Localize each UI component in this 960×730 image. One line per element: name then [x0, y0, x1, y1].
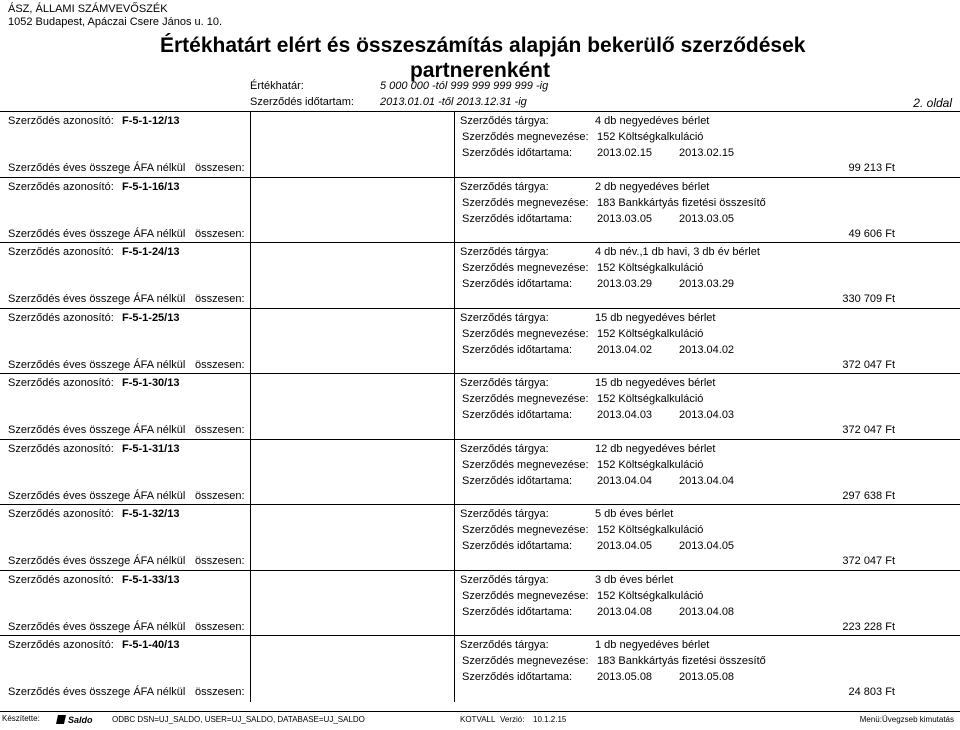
contract-id-label: Szerződés azonosító: — [8, 246, 114, 258]
duration-start: 2013.03.29 — [597, 278, 653, 290]
amount-box — [250, 178, 455, 244]
contract-id: F-5-1-33/13 — [122, 574, 180, 586]
annual-sum-amount: 372 047 Ft — [842, 555, 895, 567]
amount-box — [250, 374, 455, 440]
contract-id: F-5-1-16/13 — [122, 181, 180, 193]
contract-subject: 15 db negyedéves bérlet — [595, 377, 716, 389]
period-label: Szerződés időtartam: — [250, 96, 354, 108]
contract-name: 152 Költségkalkuláció — [597, 393, 704, 405]
name-label: Szerződés megnevezése: — [462, 393, 589, 405]
contract-record — [0, 374, 960, 440]
duration-start: 2013.05.08 — [597, 671, 653, 683]
subject-label: Szerződés tárgya: — [460, 508, 549, 520]
duration-end: 2013.02.15 — [679, 147, 735, 159]
app-name: KOTVALL — [460, 715, 496, 724]
report-title — [160, 33, 806, 83]
organization-name: ÁSZ, ÁLLAMI SZÁMVEVŐSZÉK — [8, 3, 168, 15]
duration-end: 2013.04.02 — [679, 344, 735, 356]
duration-label: Szerződés időtartama: — [462, 671, 573, 683]
name-label: Szerződés megnevezése: — [462, 328, 589, 340]
contract-record — [0, 505, 960, 571]
version-number: 10.1.2.15 — [533, 715, 567, 724]
amount-box — [250, 243, 455, 309]
annual-sum-suffix: összesen: — [195, 686, 245, 698]
annual-sum-label: Szerződés éves összege ÁFA nélkül — [8, 293, 186, 305]
contract-name: 152 Költségkalkuláció — [597, 590, 704, 602]
amount-box — [250, 571, 455, 637]
duration-start: 2013.04.05 — [597, 540, 653, 552]
contract-name: 152 Költségkalkuláció — [597, 131, 704, 143]
contract-subject: 5 db éves bérlet — [595, 508, 674, 520]
contract-subject: 1 db negyedéves bérlet — [595, 639, 710, 651]
duration-label: Szerződés időtartama: — [462, 344, 573, 356]
annual-sum-label: Szerződés éves összege ÁFA nélkül — [8, 490, 186, 502]
contract-id: F-5-1-12/13 — [122, 115, 180, 127]
version-label: Verzió: — [500, 715, 525, 724]
annual-sum-amount: 223 228 Ft — [842, 621, 895, 633]
contract-id-label: Szerződés azonosító: — [8, 181, 114, 193]
contract-subject: 4 db név.,1 db havi, 3 db év bérlet — [595, 246, 760, 258]
name-label: Szerződés megnevezése: — [462, 131, 589, 143]
contract-name: 183 Bankkártyás fizetési összesítő — [597, 197, 766, 209]
contract-record — [0, 636, 960, 702]
annual-sum-suffix: összesen: — [195, 359, 245, 371]
contract-id: F-5-1-25/13 — [122, 312, 180, 324]
duration-start: 2013.03.05 — [597, 213, 653, 225]
annual-sum-label: Szerződés éves összege ÁFA nélkül — [8, 424, 186, 436]
contract-id-label: Szerződés azonosító: — [8, 574, 114, 586]
duration-end: 2013.03.05 — [679, 213, 735, 225]
duration-start: 2013.04.02 — [597, 344, 653, 356]
subject-label: Szerződés tárgya: — [460, 377, 549, 389]
duration-label: Szerződés időtartama: — [462, 606, 573, 618]
duration-end: 2013.04.03 — [679, 409, 735, 421]
contract-record — [0, 178, 960, 244]
annual-sum-label: Szerződés éves összege ÁFA nélkül — [8, 686, 186, 698]
annual-sum-suffix: összesen: — [195, 293, 245, 305]
contract-id-label: Szerződés azonosító: — [8, 312, 114, 324]
page-number: 2. oldal — [913, 96, 952, 110]
contract-record — [0, 112, 960, 178]
contract-id-label: Szerződés azonosító: — [8, 508, 114, 520]
contract-subject: 15 db negyedéves bérlet — [595, 312, 716, 324]
subject-label: Szerződés tárgya: — [460, 312, 549, 324]
duration-label: Szerződés időtartama: — [462, 147, 573, 159]
duration-end: 2013.04.05 — [679, 540, 735, 552]
annual-sum-amount: 24 803 Ft — [848, 686, 895, 698]
duration-end: 2013.04.04 — [679, 475, 735, 487]
contract-subject: 2 db negyedéves bérlet — [595, 181, 710, 193]
contract-record — [0, 309, 960, 375]
annual-sum-amount: 372 047 Ft — [842, 359, 895, 371]
connection-info: ODBC DSN=UJ_SALDO, USER=UJ_SALDO, DATABASE=UJ_SALDO — [112, 715, 365, 724]
subject-label: Szerződés tárgya: — [460, 443, 549, 455]
annual-sum-suffix: összesen: — [195, 228, 245, 240]
subject-label: Szerződés tárgya: — [460, 246, 549, 258]
duration-label: Szerződés időtartama: — [462, 475, 573, 487]
menu-path: Menü:Üvegzseb kimutatás — [859, 715, 954, 724]
svg-text:Saldo: Saldo — [68, 715, 93, 725]
annual-sum-label: Szerződés éves összege ÁFA nélkül — [8, 621, 186, 633]
contract-id: F-5-1-32/13 — [122, 508, 180, 520]
duration-start: 2013.04.08 — [597, 606, 653, 618]
duration-label: Szerződés időtartama: — [462, 540, 573, 552]
annual-sum-label: Szerződés éves összege ÁFA nélkül — [8, 162, 186, 174]
annual-sum-suffix: összesen: — [195, 490, 245, 502]
amount-box — [250, 505, 455, 571]
annual-sum-suffix: összesen: — [195, 555, 245, 567]
amount-box — [250, 440, 455, 506]
contract-name: 152 Költségkalkuláció — [597, 459, 704, 471]
annual-sum-label: Szerződés éves összege ÁFA nélkül — [8, 228, 186, 240]
threshold-value: 5 000 000 -tól 999 999 999 999 -ig — [380, 80, 549, 92]
contract-name: 152 Költségkalkuláció — [597, 328, 704, 340]
contract-id-label: Szerződés azonosító: — [8, 377, 114, 389]
annual-sum-amount: 49 606 Ft — [848, 228, 895, 240]
threshold-label: Értékhatár: — [250, 80, 304, 92]
contract-id-label: Szerződés azonosító: — [8, 115, 114, 127]
annual-sum-amount: 297 638 Ft — [842, 490, 895, 502]
duration-end: 2013.03.29 — [679, 278, 735, 290]
contract-name: 152 Költségkalkuláció — [597, 262, 704, 274]
amount-box — [250, 112, 455, 178]
annual-sum-suffix: összesen: — [195, 621, 245, 633]
name-label: Szerződés megnevezése: — [462, 590, 589, 602]
annual-sum-label: Szerződés éves összege ÁFA nélkül — [8, 359, 186, 371]
saldo-logo — [56, 714, 96, 725]
annual-sum-suffix: összesen: — [195, 162, 245, 174]
organization-address: 1052 Budapest, Apáczai Csere János u. 10. — [8, 16, 223, 28]
duration-end: 2013.04.08 — [679, 606, 735, 618]
report-title-line1: Értékhatárt elért és összeszámítás alapján bekerülő szerződések — [160, 34, 806, 57]
organization-header — [8, 3, 222, 29]
contract-id-label: Szerződés azonosító: — [8, 443, 114, 455]
name-label: Szerződés megnevezése: — [462, 524, 589, 536]
name-label: Szerződés megnevezése: — [462, 655, 589, 667]
subject-label: Szerződés tárgya: — [460, 639, 549, 651]
duration-end: 2013.05.08 — [679, 671, 735, 683]
amount-box — [250, 636, 455, 702]
duration-start: 2013.04.03 — [597, 409, 653, 421]
contract-name: 183 Bankkártyás fizetési összesítő — [597, 655, 766, 667]
prepared-by-label: Készítette: — [2, 714, 40, 723]
contract-name: 152 Költségkalkuláció — [597, 524, 704, 536]
contract-record — [0, 571, 960, 637]
duration-start: 2013.02.15 — [597, 147, 653, 159]
footer-divider — [0, 711, 960, 712]
duration-label: Szerződés időtartama: — [462, 213, 573, 225]
annual-sum-suffix: összesen: — [195, 424, 245, 436]
contract-id: F-5-1-24/13 — [122, 246, 180, 258]
contract-record — [0, 440, 960, 506]
contract-id-label: Szerződés azonosító: — [8, 639, 114, 651]
name-label: Szerződés megnevezése: — [462, 262, 589, 274]
amount-box — [250, 309, 455, 375]
contract-id: F-5-1-30/13 — [122, 377, 180, 389]
annual-sum-amount: 330 709 Ft — [842, 293, 895, 305]
duration-start: 2013.04.04 — [597, 475, 653, 487]
duration-label: Szerződés időtartama: — [462, 409, 573, 421]
annual-sum-amount: 372 047 Ft — [842, 424, 895, 436]
contract-id: F-5-1-40/13 — [122, 639, 180, 651]
contract-subject: 3 db éves bérlet — [595, 574, 674, 586]
duration-label: Szerződés időtartama: — [462, 278, 573, 290]
annual-sum-amount: 99 213 Ft — [848, 162, 895, 174]
report-title-line2: partnerenként — [409, 59, 551, 82]
name-label: Szerződés megnevezése: — [462, 197, 589, 209]
contract-record — [0, 243, 960, 309]
name-label: Szerződés megnevezése: — [462, 459, 589, 471]
annual-sum-label: Szerződés éves összege ÁFA nélkül — [8, 555, 186, 567]
period-value: 2013.01.01 -től 2013.12.31 -ig — [380, 96, 527, 108]
subject-label: Szerződés tárgya: — [460, 574, 549, 586]
contract-id: F-5-1-31/13 — [122, 443, 180, 455]
contract-subject: 4 db negyedéves bérlet — [595, 115, 710, 127]
subject-label: Szerződés tárgya: — [460, 181, 549, 193]
subject-label: Szerződés tárgya: — [460, 115, 549, 127]
contract-subject: 12 db negyedéves bérlet — [595, 443, 716, 455]
